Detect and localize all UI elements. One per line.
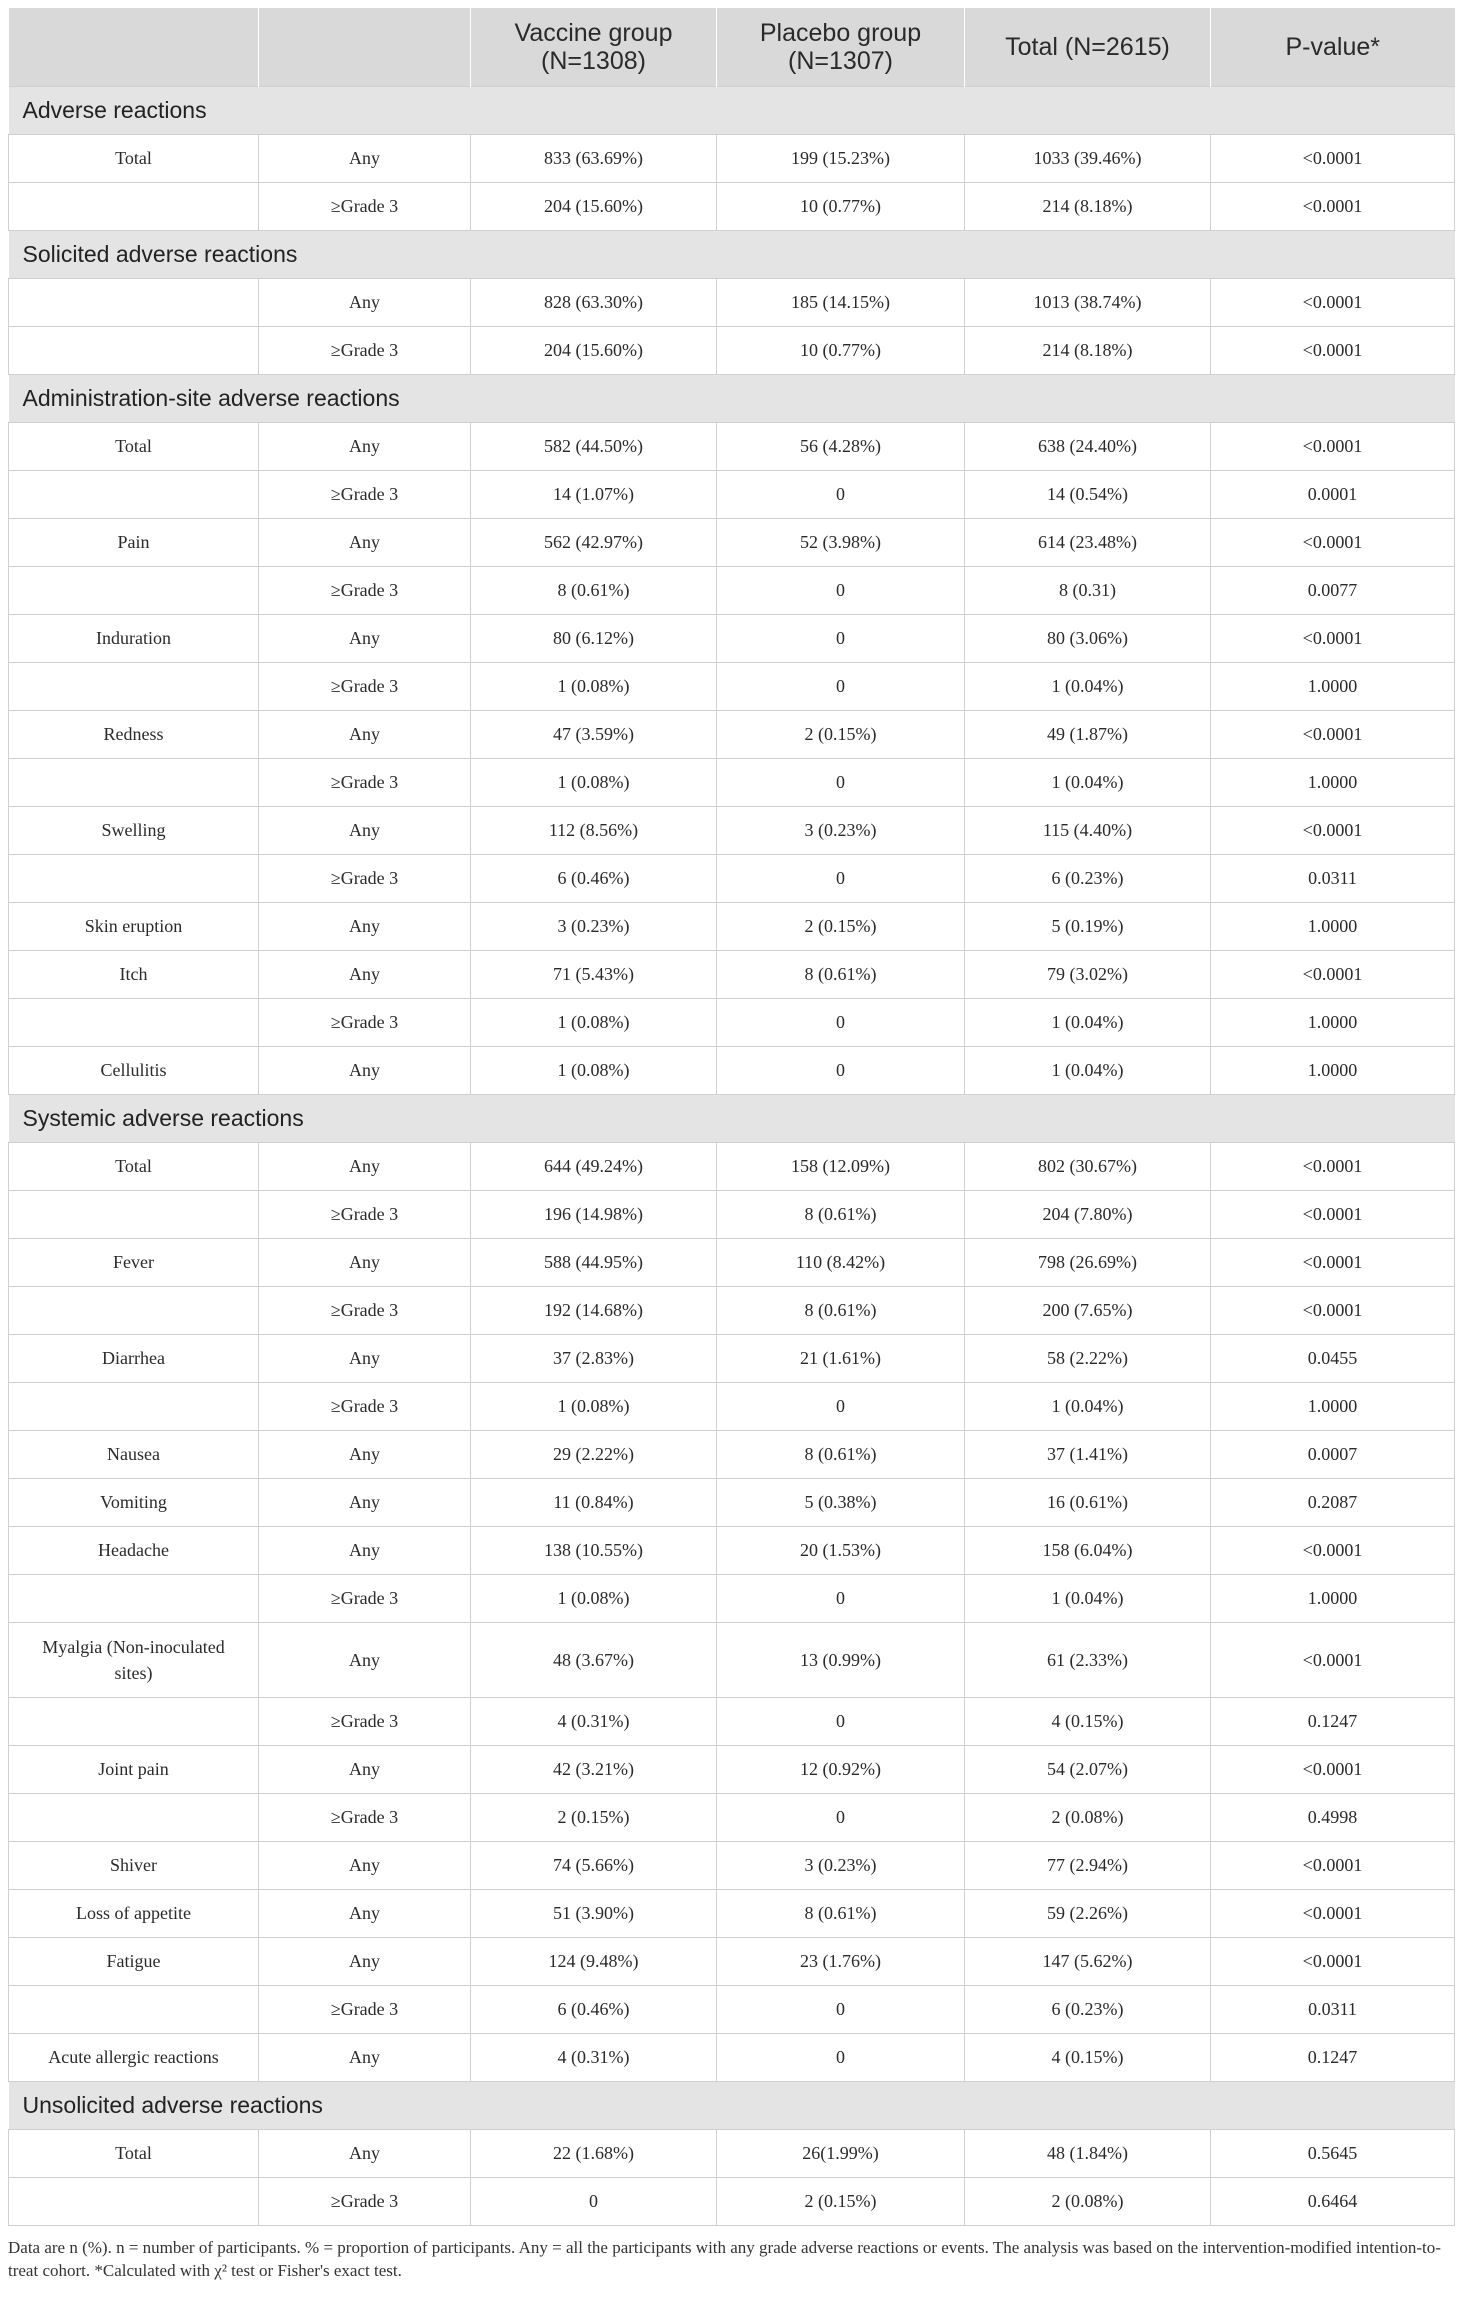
cell-row-label: Fever	[9, 1239, 259, 1287]
cell-row-label: Acute allergic reactions	[9, 2034, 259, 2082]
cell-total-value: 6 (0.23%)	[965, 855, 1211, 903]
table-row	[9, 2034, 1455, 2082]
cell-total-value: 204 (7.80%)	[965, 1191, 1211, 1239]
cell-placebo-value: 2 (0.15%)	[717, 903, 965, 951]
table-row	[9, 1047, 1455, 1095]
cell-p-value: <0.0001	[1211, 135, 1455, 183]
cell-vaccine-value: 582 (44.50%)	[471, 423, 717, 471]
cell-row-label: Vomiting	[9, 1479, 259, 1527]
cell-placebo-value: 10 (0.77%)	[717, 183, 965, 231]
cell-vaccine-value: 1 (0.08%)	[471, 1575, 717, 1623]
cell-vaccine-value: 828 (63.30%)	[471, 279, 717, 327]
cell-placebo-value: 2 (0.15%)	[717, 2178, 965, 2226]
cell-p-value: <0.0001	[1211, 1842, 1455, 1890]
cell-vaccine-value: 22 (1.68%)	[471, 2130, 717, 2178]
cell-grade: Any	[259, 951, 471, 999]
cell-grade: Any	[259, 1479, 471, 1527]
cell-row-label	[9, 663, 259, 711]
cell-grade: ≥Grade 3	[259, 999, 471, 1047]
cell-total-value: 1 (0.04%)	[965, 1383, 1211, 1431]
cell-vaccine-value: 1 (0.08%)	[471, 999, 717, 1047]
table-row	[9, 1842, 1455, 1890]
cell-placebo-value: 20 (1.53%)	[717, 1527, 965, 1575]
cell-p-value: <0.0001	[1211, 423, 1455, 471]
adverse-reactions-table	[8, 8, 1455, 2226]
cell-vaccine-value: 204 (15.60%)	[471, 183, 717, 231]
table-row	[9, 2178, 1455, 2226]
cell-total-value: 1 (0.04%)	[965, 999, 1211, 1047]
cell-placebo-value: 0	[717, 1698, 965, 1746]
cell-total-value: 14 (0.54%)	[965, 471, 1211, 519]
cell-p-value: <0.0001	[1211, 519, 1455, 567]
cell-grade: ≥Grade 3	[259, 855, 471, 903]
cell-row-label: Loss of appetite	[9, 1890, 259, 1938]
cell-grade: Any	[259, 1527, 471, 1575]
cell-total-value: 80 (3.06%)	[965, 615, 1211, 663]
cell-total-value: 61 (2.33%)	[965, 1623, 1211, 1698]
cell-p-value: <0.0001	[1211, 1890, 1455, 1938]
section-header-row	[9, 375, 1455, 423]
cell-grade: Any	[259, 1938, 471, 1986]
table-row	[9, 1698, 1455, 1746]
cell-p-value: 0.1247	[1211, 1698, 1455, 1746]
cell-grade: ≥Grade 3	[259, 1191, 471, 1239]
cell-total-value: 79 (3.02%)	[965, 951, 1211, 999]
cell-grade: ≥Grade 3	[259, 1575, 471, 1623]
table-header	[9, 8, 1455, 87]
table-row	[9, 711, 1455, 759]
cell-p-value: 1.0000	[1211, 1383, 1455, 1431]
cell-vaccine-value: 2 (0.15%)	[471, 1794, 717, 1842]
cell-total-value: 115 (4.40%)	[965, 807, 1211, 855]
cell-row-label: Headache	[9, 1527, 259, 1575]
cell-grade: ≥Grade 3	[259, 1986, 471, 2034]
cell-total-value: 4 (0.15%)	[965, 1698, 1211, 1746]
cell-grade: Any	[259, 1239, 471, 1287]
cell-total-value: 802 (30.67%)	[965, 1143, 1211, 1191]
cell-row-label: Induration	[9, 615, 259, 663]
cell-p-value: <0.0001	[1211, 183, 1455, 231]
table-row	[9, 903, 1455, 951]
section-header-row	[9, 87, 1455, 135]
section-title: Unsolicited adverse reactions	[9, 2082, 1455, 2130]
cell-p-value: 0.0311	[1211, 1986, 1455, 2034]
cell-row-label: Total	[9, 2130, 259, 2178]
cell-grade: Any	[259, 1842, 471, 1890]
cell-p-value: <0.0001	[1211, 1239, 1455, 1287]
cell-p-value: 0.0455	[1211, 1335, 1455, 1383]
table-row	[9, 663, 1455, 711]
cell-placebo-value: 21 (1.61%)	[717, 1335, 965, 1383]
section-header-row	[9, 2082, 1455, 2130]
cell-row-label	[9, 1287, 259, 1335]
cell-p-value: 0.0001	[1211, 471, 1455, 519]
cell-placebo-value: 8 (0.61%)	[717, 1287, 965, 1335]
table-row	[9, 1191, 1455, 1239]
table-row	[9, 1143, 1455, 1191]
cell-vaccine-value: 3 (0.23%)	[471, 903, 717, 951]
cell-p-value: 1.0000	[1211, 999, 1455, 1047]
cell-row-label	[9, 759, 259, 807]
cell-total-value: 2 (0.08%)	[965, 2178, 1211, 2226]
cell-placebo-value: 0	[717, 1047, 965, 1095]
cell-placebo-value: 12 (0.92%)	[717, 1746, 965, 1794]
cell-grade: ≥Grade 3	[259, 471, 471, 519]
cell-total-value: 58 (2.22%)	[965, 1335, 1211, 1383]
table-row	[9, 1287, 1455, 1335]
cell-row-label: Skin eruption	[9, 903, 259, 951]
cell-row-label	[9, 1698, 259, 1746]
cell-total-value: 214 (8.18%)	[965, 183, 1211, 231]
cell-p-value: <0.0001	[1211, 1143, 1455, 1191]
cell-total-value: 48 (1.84%)	[965, 2130, 1211, 2178]
table-row	[9, 1623, 1455, 1698]
cell-placebo-value: 158 (12.09%)	[717, 1143, 965, 1191]
cell-vaccine-value: 1 (0.08%)	[471, 663, 717, 711]
cell-p-value: 1.0000	[1211, 903, 1455, 951]
cell-total-value: 1 (0.04%)	[965, 1047, 1211, 1095]
cell-grade: Any	[259, 615, 471, 663]
cell-p-value: <0.0001	[1211, 1287, 1455, 1335]
cell-placebo-value: 0	[717, 1575, 965, 1623]
table-body	[9, 87, 1455, 2226]
cell-p-value: <0.0001	[1211, 1623, 1455, 1698]
cell-total-value: 1 (0.04%)	[965, 759, 1211, 807]
table-row	[9, 567, 1455, 615]
table-row	[9, 759, 1455, 807]
cell-vaccine-value: 644 (49.24%)	[471, 1143, 717, 1191]
cell-placebo-value: 0	[717, 855, 965, 903]
cell-row-label: Joint pain	[9, 1746, 259, 1794]
cell-row-label	[9, 2178, 259, 2226]
cell-row-label	[9, 1575, 259, 1623]
cell-vaccine-value: 6 (0.46%)	[471, 1986, 717, 2034]
cell-row-label	[9, 855, 259, 903]
cell-p-value: 1.0000	[1211, 663, 1455, 711]
cell-grade: Any	[259, 423, 471, 471]
cell-p-value: <0.0001	[1211, 1527, 1455, 1575]
cell-row-label	[9, 1383, 259, 1431]
cell-vaccine-value: 138 (10.55%)	[471, 1527, 717, 1575]
cell-p-value: 0.0311	[1211, 855, 1455, 903]
header-cell-vaccine-group: Vaccine group (N=1308)	[471, 8, 717, 87]
section-title: Systemic adverse reactions	[9, 1095, 1455, 1143]
table-row	[9, 1239, 1455, 1287]
cell-total-value: 1013 (38.74%)	[965, 279, 1211, 327]
cell-placebo-value: 199 (15.23%)	[717, 135, 965, 183]
cell-p-value: 0.1247	[1211, 2034, 1455, 2082]
cell-vaccine-value: 14 (1.07%)	[471, 471, 717, 519]
cell-grade: Any	[259, 519, 471, 567]
cell-grade: Any	[259, 1335, 471, 1383]
cell-placebo-value: 0	[717, 567, 965, 615]
cell-grade: Any	[259, 1431, 471, 1479]
table-row	[9, 1575, 1455, 1623]
cell-vaccine-value: 562 (42.97%)	[471, 519, 717, 567]
cell-placebo-value: 3 (0.23%)	[717, 1842, 965, 1890]
cell-p-value: <0.0001	[1211, 711, 1455, 759]
cell-grade: Any	[259, 2034, 471, 2082]
cell-total-value: 147 (5.62%)	[965, 1938, 1211, 1986]
table-row	[9, 1938, 1455, 1986]
cell-vaccine-value: 47 (3.59%)	[471, 711, 717, 759]
cell-grade: Any	[259, 135, 471, 183]
section-title: Solicited adverse reactions	[9, 231, 1455, 279]
cell-row-label	[9, 279, 259, 327]
cell-total-value: 1 (0.04%)	[965, 1575, 1211, 1623]
cell-placebo-value: 0	[717, 663, 965, 711]
cell-total-value: 16 (0.61%)	[965, 1479, 1211, 1527]
cell-grade: ≥Grade 3	[259, 567, 471, 615]
cell-grade: Any	[259, 903, 471, 951]
cell-vaccine-value: 112 (8.56%)	[471, 807, 717, 855]
section-header-row	[9, 1095, 1455, 1143]
cell-placebo-value: 0	[717, 1794, 965, 1842]
header-cell-category	[9, 8, 259, 87]
cell-p-value: <0.0001	[1211, 1191, 1455, 1239]
cell-grade: Any	[259, 807, 471, 855]
cell-row-label: Itch	[9, 951, 259, 999]
cell-p-value: 1.0000	[1211, 1047, 1455, 1095]
cell-total-value: 54 (2.07%)	[965, 1746, 1211, 1794]
cell-vaccine-value: 196 (14.98%)	[471, 1191, 717, 1239]
cell-total-value: 6 (0.23%)	[965, 1986, 1211, 2034]
cell-vaccine-value: 80 (6.12%)	[471, 615, 717, 663]
header-row	[9, 8, 1455, 87]
header-cell-placebo-group: Placebo group (N=1307)	[717, 8, 965, 87]
cell-placebo-value: 23 (1.76%)	[717, 1938, 965, 1986]
cell-p-value: 0.2087	[1211, 1479, 1455, 1527]
cell-placebo-value: 56 (4.28%)	[717, 423, 965, 471]
cell-row-label: Pain	[9, 519, 259, 567]
cell-row-label: Shiver	[9, 1842, 259, 1890]
cell-vaccine-value: 1 (0.08%)	[471, 1047, 717, 1095]
cell-p-value: <0.0001	[1211, 615, 1455, 663]
table-row	[9, 135, 1455, 183]
cell-vaccine-value: 42 (3.21%)	[471, 1746, 717, 1794]
section-title: Adverse reactions	[9, 87, 1455, 135]
cell-vaccine-value: 29 (2.22%)	[471, 1431, 717, 1479]
table-row	[9, 999, 1455, 1047]
cell-vaccine-value: 71 (5.43%)	[471, 951, 717, 999]
cell-total-value: 49 (1.87%)	[965, 711, 1211, 759]
header-cell-total: Total (N=2615)	[965, 8, 1211, 87]
table-row	[9, 807, 1455, 855]
cell-p-value: <0.0001	[1211, 807, 1455, 855]
table-row	[9, 327, 1455, 375]
header-cell-grade	[259, 8, 471, 87]
cell-row-label: Myalgia (Non-inoculated sites)	[9, 1623, 259, 1698]
cell-grade: Any	[259, 2130, 471, 2178]
cell-vaccine-value: 1 (0.08%)	[471, 1383, 717, 1431]
cell-row-label	[9, 1191, 259, 1239]
cell-vaccine-value: 8 (0.61%)	[471, 567, 717, 615]
cell-total-value: 1 (0.04%)	[965, 663, 1211, 711]
cell-grade: ≥Grade 3	[259, 327, 471, 375]
cell-placebo-value: 3 (0.23%)	[717, 807, 965, 855]
section-header-row	[9, 231, 1455, 279]
cell-row-label: Fatigue	[9, 1938, 259, 1986]
cell-total-value: 638 (24.40%)	[965, 423, 1211, 471]
table-row	[9, 1383, 1455, 1431]
cell-placebo-value: 10 (0.77%)	[717, 327, 965, 375]
table-row	[9, 519, 1455, 567]
cell-row-label: Cellulitis	[9, 1047, 259, 1095]
cell-grade: ≥Grade 3	[259, 663, 471, 711]
cell-p-value: 0.4998	[1211, 1794, 1455, 1842]
cell-vaccine-value: 204 (15.60%)	[471, 327, 717, 375]
cell-vaccine-value: 588 (44.95%)	[471, 1239, 717, 1287]
cell-total-value: 2 (0.08%)	[965, 1794, 1211, 1842]
cell-grade: ≥Grade 3	[259, 1794, 471, 1842]
cell-grade: Any	[259, 1047, 471, 1095]
cell-grade: ≥Grade 3	[259, 183, 471, 231]
cell-total-value: 158 (6.04%)	[965, 1527, 1211, 1575]
table-row	[9, 1527, 1455, 1575]
cell-total-value: 8 (0.31)	[965, 567, 1211, 615]
cell-placebo-value: 110 (8.42%)	[717, 1239, 965, 1287]
cell-row-label	[9, 567, 259, 615]
cell-placebo-value: 8 (0.61%)	[717, 1890, 965, 1938]
section-title: Administration-site adverse reactions	[9, 375, 1455, 423]
cell-grade: ≥Grade 3	[259, 1287, 471, 1335]
cell-grade: ≥Grade 3	[259, 2178, 471, 2226]
cell-placebo-value: 0	[717, 2034, 965, 2082]
cell-grade: Any	[259, 1623, 471, 1698]
cell-vaccine-value: 1 (0.08%)	[471, 759, 717, 807]
cell-total-value: 5 (0.19%)	[965, 903, 1211, 951]
table-row	[9, 1479, 1455, 1527]
cell-grade: Any	[259, 279, 471, 327]
cell-vaccine-value: 51 (3.90%)	[471, 1890, 717, 1938]
cell-p-value: <0.0001	[1211, 1746, 1455, 1794]
cell-vaccine-value: 4 (0.31%)	[471, 2034, 717, 2082]
cell-total-value: 1033 (39.46%)	[965, 135, 1211, 183]
cell-p-value: 0.6464	[1211, 2178, 1455, 2226]
cell-grade: Any	[259, 1890, 471, 1938]
cell-total-value: 37 (1.41%)	[965, 1431, 1211, 1479]
cell-row-label	[9, 183, 259, 231]
cell-grade: ≥Grade 3	[259, 759, 471, 807]
table-row	[9, 1794, 1455, 1842]
cell-row-label: Nausea	[9, 1431, 259, 1479]
cell-p-value: <0.0001	[1211, 951, 1455, 999]
table-row	[9, 2130, 1455, 2178]
cell-p-value: <0.0001	[1211, 327, 1455, 375]
cell-vaccine-value: 124 (9.48%)	[471, 1938, 717, 1986]
table-row	[9, 1986, 1455, 2034]
cell-total-value: 77 (2.94%)	[965, 1842, 1211, 1890]
cell-vaccine-value: 192 (14.68%)	[471, 1287, 717, 1335]
cell-vaccine-value: 37 (2.83%)	[471, 1335, 717, 1383]
cell-row-label: Diarrhea	[9, 1335, 259, 1383]
cell-placebo-value: 0	[717, 759, 965, 807]
cell-p-value: 1.0000	[1211, 759, 1455, 807]
cell-placebo-value: 0	[717, 999, 965, 1047]
table-footnote: Data are n (%). n = number of participants. % = proportion of participants. Any = all the participants with any grade adverse reactions or events. The analysis was based on the intervention-modified intention-to-treat cohort. *Calculated with χ² test or Fisher's exact test.	[8, 2238, 1441, 2280]
cell-total-value: 59 (2.26%)	[965, 1890, 1211, 1938]
cell-vaccine-value: 833 (63.69%)	[471, 135, 717, 183]
cell-vaccine-value: 6 (0.46%)	[471, 855, 717, 903]
cell-grade: Any	[259, 1143, 471, 1191]
cell-total-value: 4 (0.15%)	[965, 2034, 1211, 2082]
cell-vaccine-value: 4 (0.31%)	[471, 1698, 717, 1746]
table-row	[9, 423, 1455, 471]
cell-placebo-value: 52 (3.98%)	[717, 519, 965, 567]
cell-placebo-value: 5 (0.38%)	[717, 1479, 965, 1527]
cell-total-value: 798 (26.69%)	[965, 1239, 1211, 1287]
table-row	[9, 615, 1455, 663]
cell-placebo-value: 0	[717, 1986, 965, 2034]
cell-row-label	[9, 471, 259, 519]
cell-row-label: Total	[9, 1143, 259, 1191]
cell-row-label	[9, 1794, 259, 1842]
cell-row-label: Redness	[9, 711, 259, 759]
cell-p-value: 0.5645	[1211, 2130, 1455, 2178]
table-row	[9, 1431, 1455, 1479]
cell-row-label: Total	[9, 135, 259, 183]
cell-row-label	[9, 999, 259, 1047]
cell-total-value: 200 (7.65%)	[965, 1287, 1211, 1335]
table-row	[9, 183, 1455, 231]
header-cell-p-value: P-value*	[1211, 8, 1455, 87]
cell-grade: ≥Grade 3	[259, 1698, 471, 1746]
cell-placebo-value: 185 (14.15%)	[717, 279, 965, 327]
cell-placebo-value: 13 (0.99%)	[717, 1623, 965, 1698]
cell-p-value: 0.0077	[1211, 567, 1455, 615]
table-row	[9, 471, 1455, 519]
cell-vaccine-value: 48 (3.67%)	[471, 1623, 717, 1698]
cell-total-value: 614 (23.48%)	[965, 519, 1211, 567]
cell-placebo-value: 2 (0.15%)	[717, 711, 965, 759]
cell-row-label	[9, 327, 259, 375]
cell-p-value: 0.0007	[1211, 1431, 1455, 1479]
table-container	[8, 8, 1454, 2282]
cell-p-value: <0.0001	[1211, 279, 1455, 327]
cell-row-label	[9, 1986, 259, 2034]
cell-row-label: Total	[9, 423, 259, 471]
cell-grade: Any	[259, 1746, 471, 1794]
cell-vaccine-value: 74 (5.66%)	[471, 1842, 717, 1890]
cell-total-value: 214 (8.18%)	[965, 327, 1211, 375]
cell-p-value: <0.0001	[1211, 1938, 1455, 1986]
cell-vaccine-value: 0	[471, 2178, 717, 2226]
cell-vaccine-value: 11 (0.84%)	[471, 1479, 717, 1527]
table-row	[9, 951, 1455, 999]
cell-placebo-value: 8 (0.61%)	[717, 1191, 965, 1239]
table-row	[9, 855, 1455, 903]
table-row	[9, 1746, 1455, 1794]
cell-grade: ≥Grade 3	[259, 1383, 471, 1431]
cell-grade: Any	[259, 711, 471, 759]
cell-placebo-value: 0	[717, 471, 965, 519]
cell-p-value: 1.0000	[1211, 1575, 1455, 1623]
cell-placebo-value: 0	[717, 615, 965, 663]
cell-row-label: Swelling	[9, 807, 259, 855]
cell-placebo-value: 8 (0.61%)	[717, 951, 965, 999]
cell-placebo-value: 0	[717, 1383, 965, 1431]
cell-placebo-value: 8 (0.61%)	[717, 1431, 965, 1479]
table-row	[9, 1335, 1455, 1383]
cell-placebo-value: 26(1.99%)	[717, 2130, 965, 2178]
table-row	[9, 1890, 1455, 1938]
table-row	[9, 279, 1455, 327]
